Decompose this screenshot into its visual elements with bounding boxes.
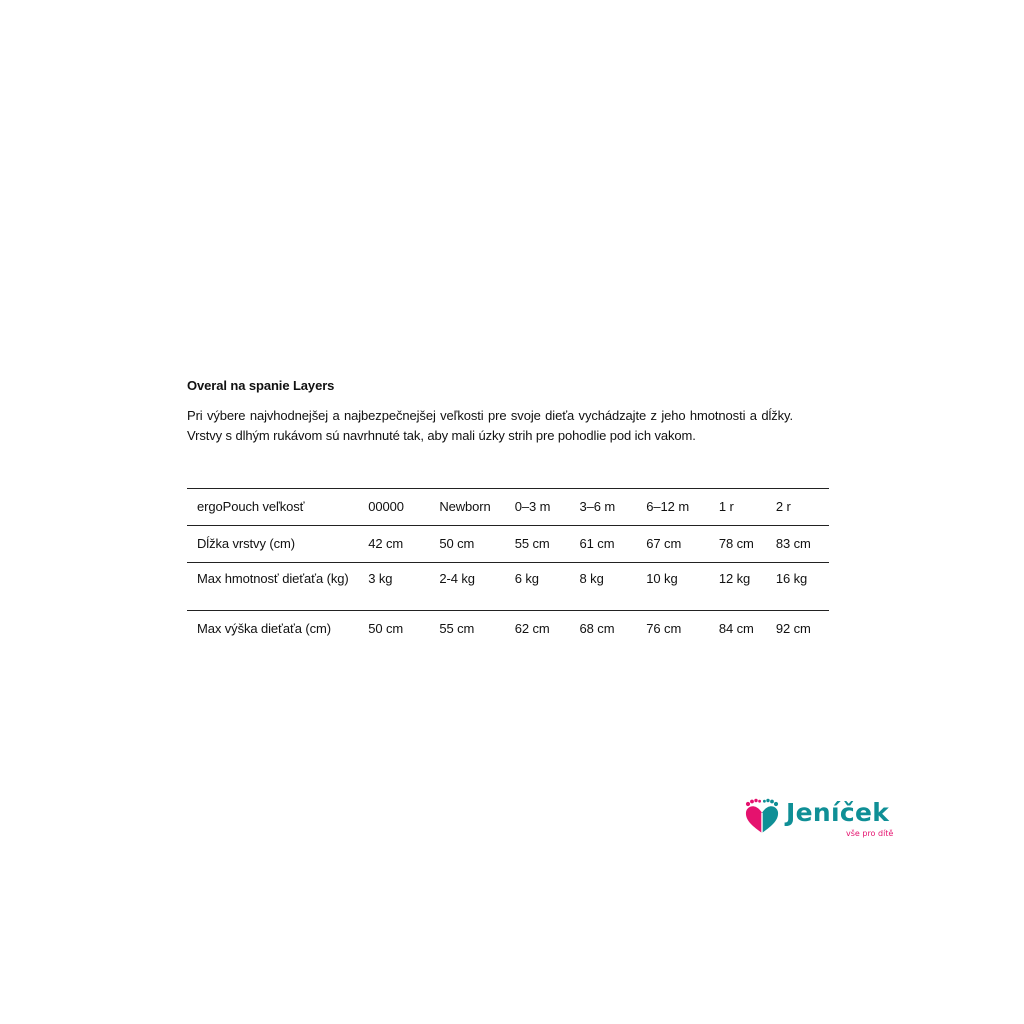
- table-cell: 92 cm: [775, 621, 811, 636]
- table-row: [187, 611, 829, 648]
- table-row: [187, 526, 829, 563]
- table-cell: 62 cm: [514, 621, 550, 636]
- table-cell: 55 cm: [439, 621, 475, 636]
- table-cell: 2-4 kg: [439, 571, 475, 586]
- table-cell: 1 r: [718, 499, 734, 514]
- table-row: [187, 563, 829, 611]
- table-cell: 50 cm: [439, 536, 475, 551]
- table-cell: Max hmotnosť dieťaťa (kg): [197, 571, 349, 586]
- table-cell: 3 kg: [368, 571, 393, 586]
- table-cell: 55 cm: [514, 536, 550, 551]
- table-cell: 3–6 m: [579, 499, 616, 514]
- table-cell: 50 cm: [368, 621, 404, 636]
- table-cell: 42 cm: [368, 536, 404, 551]
- baby-feet-heart-icon: [742, 797, 782, 837]
- document-content: [187, 376, 829, 636]
- table-cell: 76 cm: [646, 621, 682, 636]
- table-cell: 0–3 m: [514, 499, 551, 514]
- table-cell: 12 kg: [718, 571, 751, 586]
- table-cell: 61 cm: [579, 536, 615, 551]
- table-cell: 68 cm: [579, 621, 615, 636]
- table-cell: 2 r: [775, 499, 791, 514]
- intro-paragraph: Pri výbere najvhodnejšej a najbezpečnejšej veľkosti pre svoje dieťa vychádzajte z jeho hmotnosti a dĺžky. Vrstvy s dlhým rukávom sú navrhnuté tak, aby mali úzky strih pre pohodlie pod ich vakom.: [187, 408, 793, 443]
- table-row: [187, 489, 829, 526]
- table-cell: 10 kg: [646, 571, 678, 586]
- document-title: Overal na spanie Layers: [187, 378, 335, 393]
- table-cell: 84 cm: [718, 621, 754, 636]
- logo-tagline: vše pro dítě: [846, 829, 894, 838]
- table-cell: 16 kg: [775, 571, 808, 586]
- table-cell: 67 cm: [646, 536, 682, 551]
- logo-wordmark: Jeníček: [786, 798, 890, 827]
- table-cell: Max výška dieťaťa (cm): [197, 621, 331, 636]
- table-cell: 83 cm: [775, 536, 811, 551]
- table-cell: 6–12 m: [646, 499, 690, 514]
- jenicek-logo: [742, 797, 902, 845]
- table-cell: 00000: [368, 499, 404, 514]
- table-cell: 8 kg: [579, 571, 604, 586]
- table-cell: Dĺžka vrstvy (cm): [197, 536, 295, 551]
- table-cell: ergoPouch veľkosť: [197, 499, 305, 514]
- table-cell: Newborn: [439, 499, 491, 514]
- table-cell: 6 kg: [514, 571, 539, 586]
- size-table: [187, 488, 829, 647]
- table-cell: 78 cm: [718, 536, 754, 551]
